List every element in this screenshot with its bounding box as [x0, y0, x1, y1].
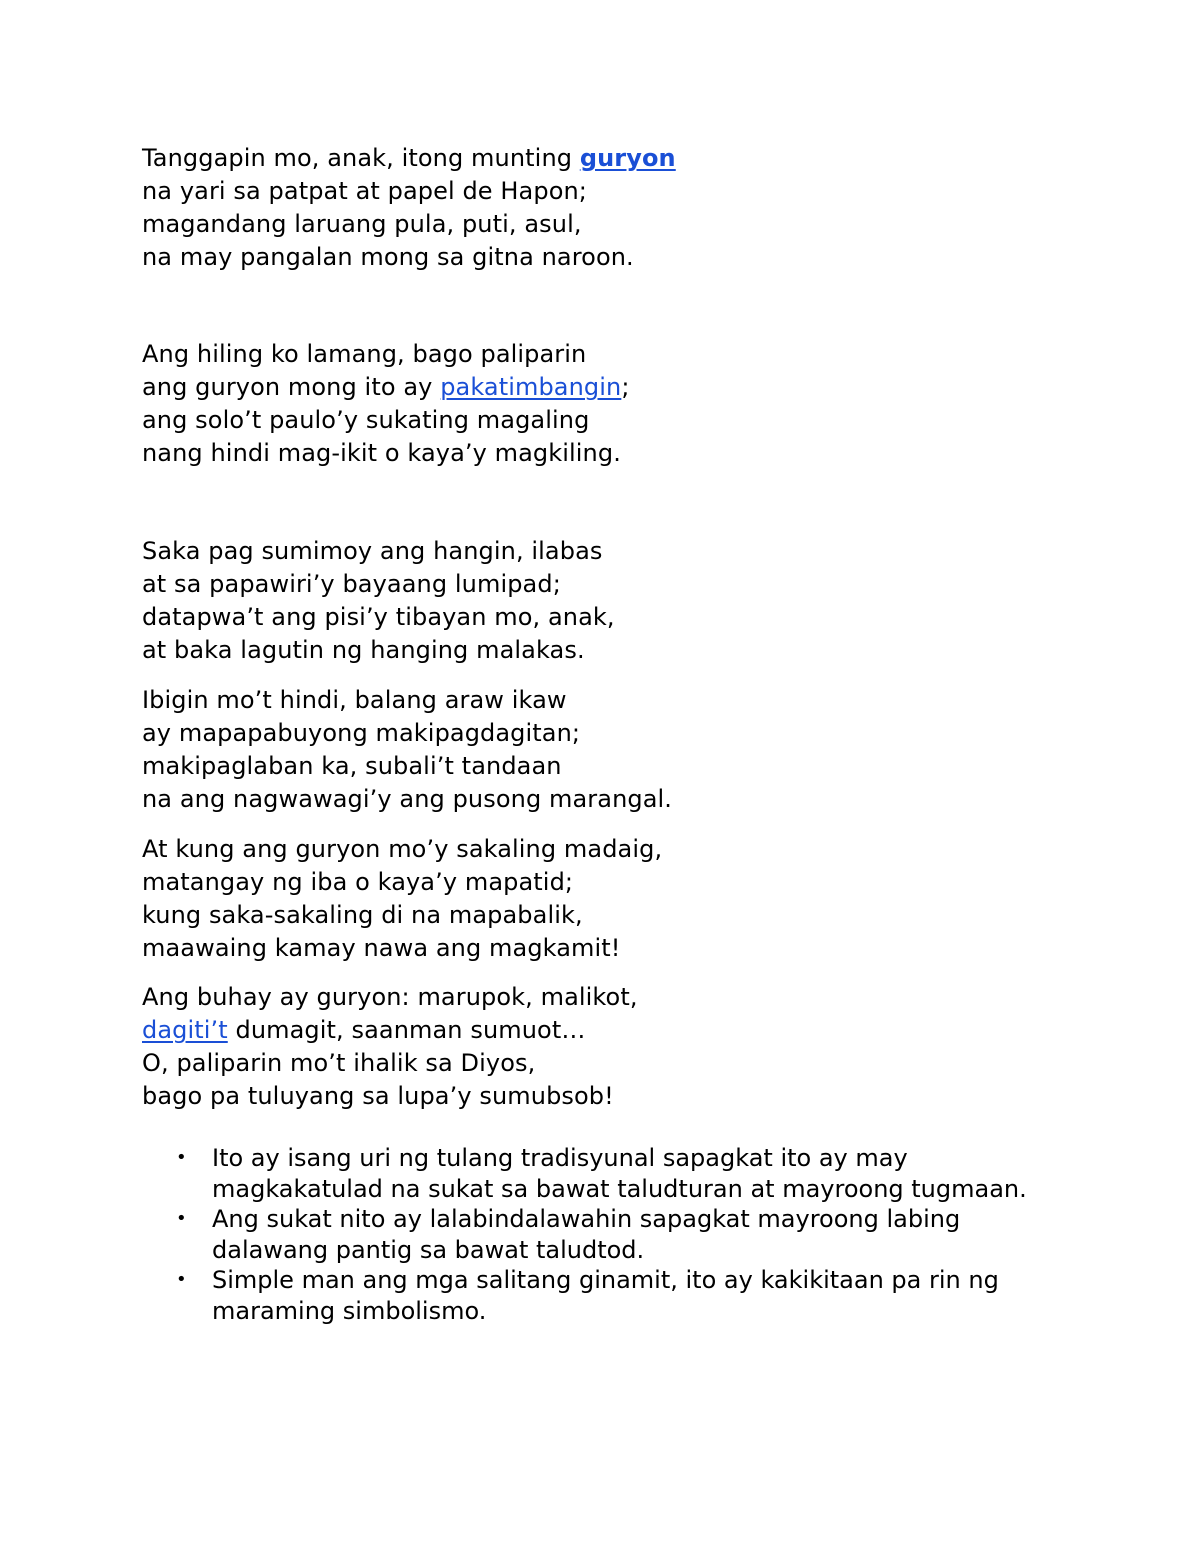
stanza-line: makipaglaban ka, subali’t tandaan [142, 752, 562, 780]
list-item [142, 1143, 1062, 1204]
bullet-icon: • [176, 1269, 187, 1290]
stanza-line [142, 371, 1102, 404]
line-text: dumagit, saanman sumuot… [227, 1016, 586, 1044]
stanza-line: na yari sa patpat at papel de Hapon; [142, 177, 587, 205]
stanza-line: maawaing kamay nawa ang magkamit! [142, 934, 621, 962]
line-text: ang guryon mong ito ay [142, 373, 441, 401]
stanza-1 [142, 142, 1102, 274]
stanza-line: matangay ng iba o kaya’y mapatid; [142, 868, 574, 896]
pakatimbangin-link[interactable]: pakatimbangin [440, 373, 622, 401]
stanza-3 [142, 535, 1102, 667]
bullet-icon: • [176, 1208, 187, 1229]
stanza-line: Ang buhay ay guryon: marupok, malikot, [142, 983, 638, 1011]
stanza-5 [142, 833, 1102, 965]
stanza-line: Ang hiling ko lamang, bago paliparin [142, 340, 587, 368]
stanza-line: na ang nagwawagi’y ang pusong marangal. [142, 785, 673, 813]
stanza-line: bago pa tuluyang sa lupa’y sumubsob! [142, 1082, 614, 1110]
notes-list [142, 1143, 1062, 1326]
stanza-line: nang hindi mag-ikit o kaya’y magkiling. [142, 439, 621, 467]
bullet-icon: • [176, 1147, 187, 1168]
guryon-link[interactable]: guryon [579, 144, 676, 172]
stanza-line: ay mapapabuyong makipagdagitan; [142, 719, 581, 747]
stanza-line: O, paliparin mo’t ihalik sa Diyos, [142, 1049, 536, 1077]
stanza-line [142, 142, 1102, 175]
stanza-6 [142, 981, 1102, 1113]
stanza-line [142, 1014, 1102, 1047]
stanza-line: ang solo’t paulo’y sukating magaling [142, 406, 590, 434]
stanza-line: kung saka-sakaling di na mapabalik, [142, 901, 583, 929]
stanza-line: magandang laruang pula, puti, asul, [142, 210, 582, 238]
stanza-line: Ibigin mo’t hindi, balang araw ikaw [142, 686, 567, 714]
stanza-line: Saka pag sumimoy ang hangin, ilabas [142, 537, 603, 565]
dagitit-link[interactable]: dagiti’t [142, 1016, 228, 1044]
line-text: Tanggapin mo, anak, itong munting [142, 144, 580, 172]
stanza-2 [142, 338, 1102, 470]
list-item-text: Ito ay isang uri ng tulang tradisyunal sapagkat ito ay may magkakatulad na sukat sa bawat taludturan at mayroong tugmaan. [212, 1144, 1027, 1203]
stanza-line: na may pangalan mong sa gitna naroon. [142, 243, 634, 271]
list-item-text: Simple man ang mga salitang ginamit, ito ay kakikitaan pa rin ng maraming simbolismo. [212, 1266, 999, 1325]
list-item [142, 1265, 1062, 1326]
stanza-line: At kung ang guryon mo’y sakaling madaig, [142, 835, 663, 863]
stanza-line: at sa papawiri’y bayaang lumipad; [142, 570, 561, 598]
list-item [142, 1204, 1062, 1265]
list-item-text: Ang sukat nito ay lalabindalawahin sapagkat mayroong labing dalawang pantig sa bawat taludtod. [212, 1205, 961, 1264]
stanza-line: datapwa’t ang pisi’y tibayan mo, anak, [142, 603, 615, 631]
stanza-4 [142, 684, 1102, 816]
line-text: ; [621, 373, 630, 401]
stanza-line: at baka lagutin ng hanging malakas. [142, 636, 585, 664]
